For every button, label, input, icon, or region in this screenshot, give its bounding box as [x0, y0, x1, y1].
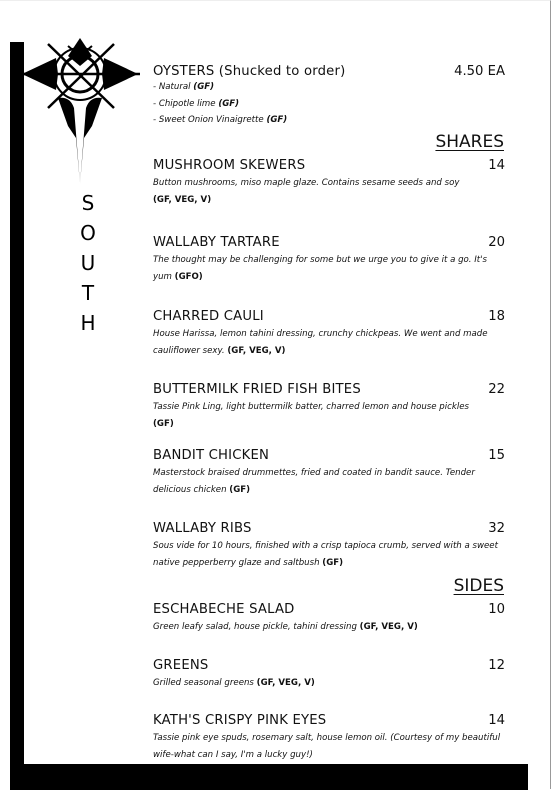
item-dietary-tags: (GF, VEG, V) — [359, 622, 418, 632]
item-name: OYSTERS (Shucked to order) — [153, 64, 346, 79]
title-letter: U — [80, 251, 96, 275]
item-price: 18 — [488, 309, 505, 324]
description-text: House Harissa, lemon tahini dressing, crunchy chickpeas. We went and made cauliflower sexy. — [153, 329, 488, 356]
item-description — [153, 538, 505, 571]
title-letter: O — [80, 221, 96, 245]
item-description — [153, 619, 505, 636]
item-dietary-tags: (GF, VEG, V) — [227, 345, 286, 356]
item-price: 22 — [488, 382, 505, 397]
item-name: BUTTERMILK FRIED FISH BITES — [153, 382, 361, 397]
section-heading-shares: SHARES — [435, 132, 504, 152]
option-tag: (GF) — [266, 115, 288, 125]
item-description: Tassie Pink Ling, light buttermilk batter, charred lemon and house pickles — [153, 402, 469, 412]
title-letter: H — [80, 311, 96, 335]
item-dietary-tags: (GF) — [229, 484, 251, 495]
item-price: 20 — [488, 235, 505, 250]
item-description — [153, 175, 505, 192]
oyster-options — [153, 79, 505, 129]
option-tag: (GF) — [218, 98, 240, 109]
item-name: CHARRED CAULI — [153, 309, 264, 324]
item-price: 12 — [488, 658, 505, 673]
item-name: WALLABY RIBS — [153, 521, 252, 536]
title-letter: T — [81, 281, 95, 305]
title-letter: S — [81, 191, 95, 215]
item-dietary-tags: (GFO) — [174, 271, 203, 282]
section-heading-sides: SIDES — [453, 576, 504, 596]
option-text: - Sweet Onion Vinaigrette — [153, 115, 267, 125]
item-price: 4.50 EA — [454, 64, 505, 79]
menu-item — [153, 235, 505, 285]
item-name: ESCHABECHE SALAD — [153, 602, 295, 617]
item-description — [153, 465, 505, 498]
item-name: KATH'S CRISPY PINK EYES — [153, 713, 327, 728]
description-text: Green leafy salad, house pickle, tahini dressing — [153, 622, 360, 632]
description-text: Sous vide for 10 hours, finished with a crisp tapioca crumb, served with a sweet native pepperberry glaze and saltbush — [153, 541, 498, 568]
description-text: Grilled seasonal greens — [153, 678, 257, 688]
menu-item — [153, 602, 505, 636]
compass-emblem-icon — [18, 36, 142, 186]
menu-item — [153, 382, 505, 432]
menu-item-oysters — [153, 64, 505, 129]
oyster-option — [153, 96, 505, 113]
item-description — [153, 252, 505, 285]
item-price: 14 — [488, 713, 505, 728]
option-text: - Chipotle lime — [153, 98, 219, 109]
item-name: MUSHROOM SKEWERS — [153, 158, 306, 173]
menu-item — [153, 158, 505, 208]
menu-item — [153, 309, 505, 359]
bottom-black-bar — [10, 764, 528, 790]
item-price: 14 — [488, 158, 505, 173]
item-price: 10 — [488, 602, 505, 617]
item-dietary-tags: (GF, VEG, V) — [153, 194, 212, 205]
menu-item — [153, 448, 505, 498]
item-name: WALLABY TARTARE — [153, 235, 280, 250]
description-text: Masterstock braised drummettes, fried and coated in bandit sauce. Tender delicious chicken — [153, 468, 475, 495]
item-description: Tassie pink eye spuds, rosemary salt, house lemon oil. (Courtesy of my beautiful wife-what can I say, I'm a lucky guy!) — [153, 733, 501, 760]
option-text: - Natural — [153, 82, 194, 92]
item-dietary-tags: (GF) — [153, 418, 174, 429]
description-text: Button mushrooms, miso maple glaze. Contains sesame seeds and soy — [153, 178, 460, 188]
menu-item — [153, 521, 505, 571]
oyster-option — [153, 112, 505, 129]
menu-item — [153, 658, 505, 692]
vertical-south-title — [76, 188, 100, 338]
item-price: 32 — [488, 521, 505, 536]
menu-item — [153, 713, 505, 763]
item-dietary-tags: (GF, VEG, V) — [256, 678, 315, 688]
item-description — [153, 326, 505, 359]
item-name: GREENS — [153, 658, 209, 673]
item-price: 15 — [488, 448, 505, 463]
item-dietary-tags: (GF) — [322, 557, 344, 568]
description-text: The thought may be challenging for some but we urge you to give it a go. It's yum — [153, 255, 488, 282]
item-description — [153, 675, 505, 692]
option-tag: (GF) — [193, 82, 215, 92]
item-name: BANDIT CHICKEN — [153, 448, 270, 463]
oyster-option — [153, 79, 505, 96]
